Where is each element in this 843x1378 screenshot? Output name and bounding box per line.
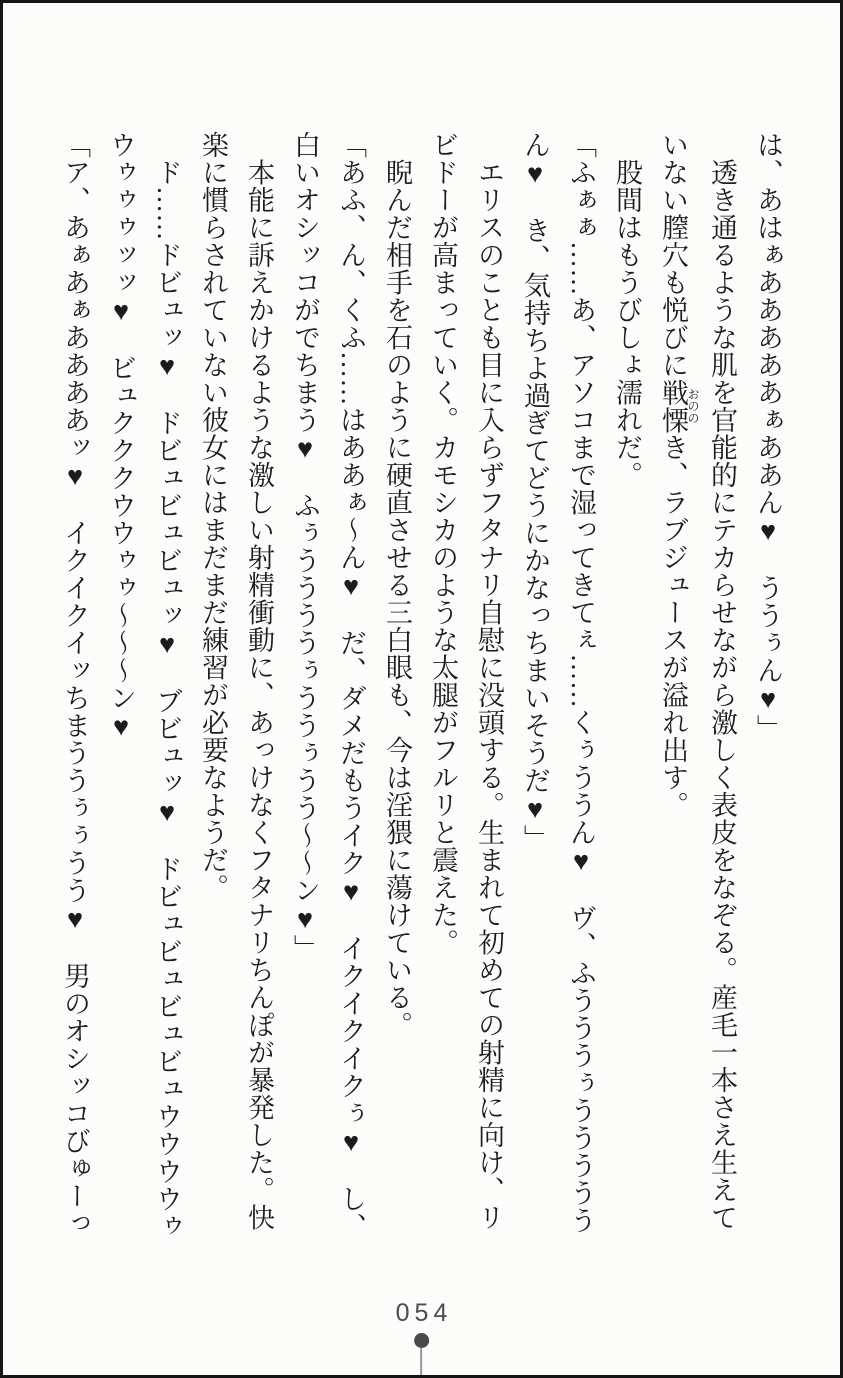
body-text <box>52 131 791 1286</box>
text-column: 透き通るような肌を官能的にテカらせながら激しく表皮をなぞる。産毛一本さえ生えて <box>707 131 737 1231</box>
text-column: 楽に慣らされていない彼女にはまだまだ練習が必要なようだ。 <box>198 131 228 901</box>
text-column: ウゥゥゥッッ♥ ビュクククウウゥゥ〜〜〜ン♥ <box>106 131 136 742</box>
text-column: ん♥ き、気持ちよ過ぎてどうにかなっちまいそうだ♥」 <box>520 131 550 852</box>
text-column: 股間はもうびしょ濡れだ。 <box>612 131 642 489</box>
page-ornament-line <box>421 1348 423 1375</box>
text-segment: いない膣穴も悦びに <box>658 131 688 379</box>
ruby-base: 戦慄 <box>658 378 688 434</box>
text-column: 「ふぁぁ……あ、アソコまで湿ってきてぇ……くぅううん♥ ヴ、ふうううぅううううう <box>566 131 596 1234</box>
text-column: エリスのことも目に入らずフタナリ自慰に没頭する。生まれて初めての射精に向け、リ <box>474 131 504 1231</box>
page-number: 054 <box>395 1299 453 1327</box>
text-column: 「ア、あぁあぁああああッ♥ イクイクイッちまううぅぅうう♥ 男のオシッコびゅーっ <box>60 131 90 1237</box>
text-column: は、あはぁあああああぁああん♥ ううぅん♥」 <box>753 131 783 742</box>
page-ornament-dot-icon <box>414 1333 429 1348</box>
text-column: 「あふ、ん、くふ……はああぁ〜ん♥ だ、ダメだもうイク♥ イクイクイクぅ♥ し、 <box>336 131 366 1240</box>
text-column: ビドーが高まっていく。カモシカのような太腿がフルリと震えた。 <box>428 131 458 956</box>
ruby-annotation <box>658 378 700 434</box>
text-column: 本能に訴えかけるような激しい射精衝動に、あっけなくフタナリちんぽが暴発した。快 <box>244 131 274 1231</box>
text-segment: き、ラブジュースが溢れ出す。 <box>658 433 688 819</box>
page-footer <box>391 1299 453 1375</box>
text-column: 睨んだ相手を石のように硬直させる三白眼も、今は淫猥に蕩けている。 <box>382 131 412 1039</box>
text-column: 白いオシッコがでちまう♥ ふぅううううぅううぅうう〜〜ン♥」 <box>290 131 320 962</box>
ruby-text: おのの <box>686 378 700 434</box>
text-column <box>650 131 699 1286</box>
text-column: ド……ドビュッ♥ ドビュビュビュッ♥ ブビュッ♥ ドビュビュビュビュウウウウゥ <box>152 131 182 1240</box>
